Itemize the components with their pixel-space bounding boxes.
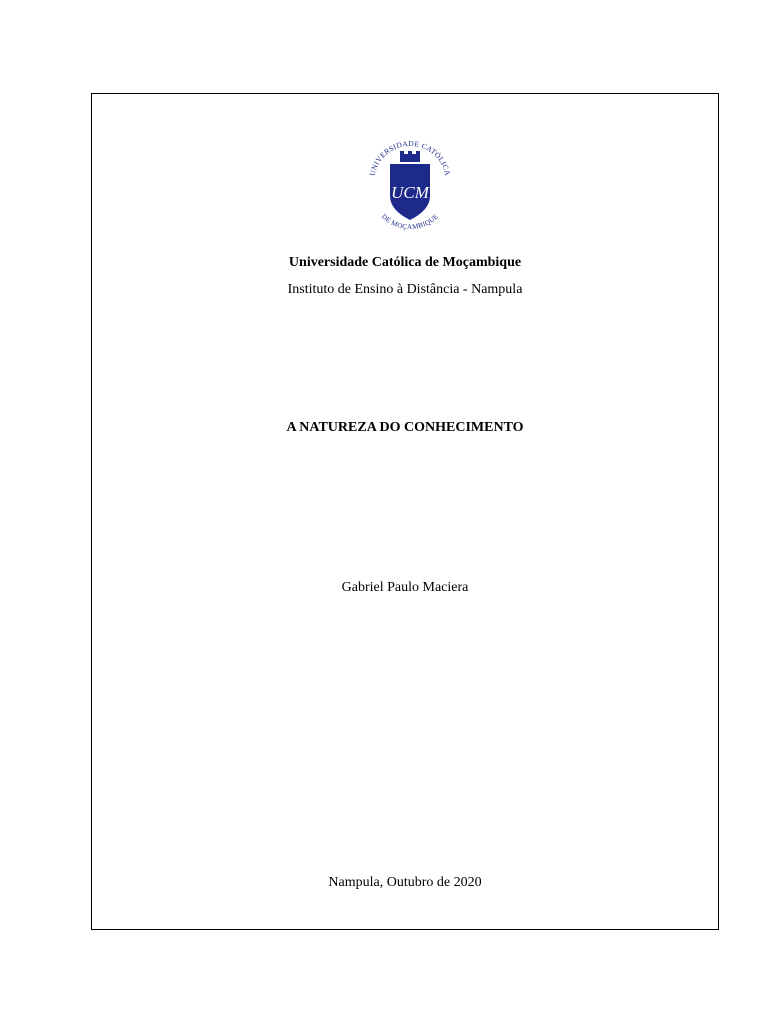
place-and-date: Nampula, Outubro de 2020: [328, 875, 482, 890]
logo-arc-bottom-text: DE MOÇAMBIQUE: [379, 212, 441, 231]
institution-department: Instituto de Ensino à Distância - Nampula: [287, 282, 523, 297]
author-name: Gabriel Paulo Maciera: [341, 580, 469, 595]
university-logo: [360, 124, 460, 236]
university-seal-icon: [360, 124, 460, 236]
cover-page: [91, 93, 719, 930]
logo-crown: [400, 154, 420, 162]
logo-arc-top-text: UNIVERSIDADE CATÓLICA: [367, 138, 453, 177]
logo-monogram: UCM: [391, 183, 429, 202]
institution-name: Universidade Católica de Moçambique: [288, 255, 522, 270]
document-title: A NATUREZA DO CONHECIMENTO: [286, 420, 524, 435]
